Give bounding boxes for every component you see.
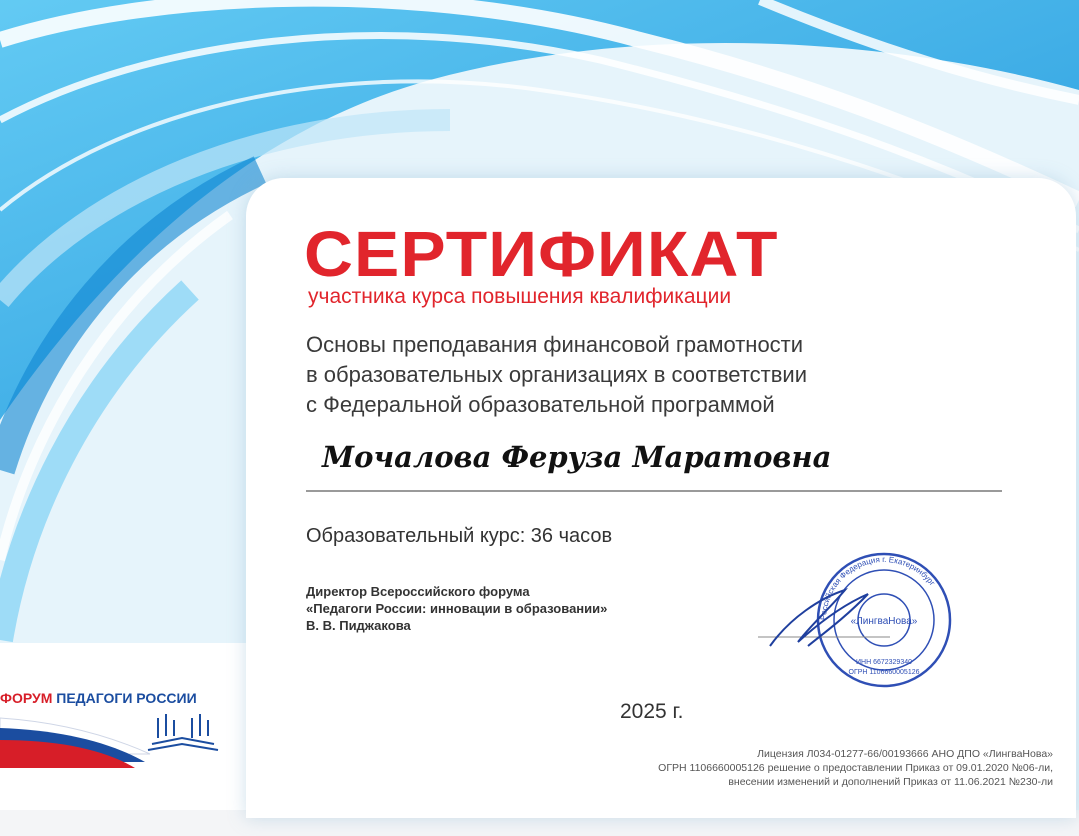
- license-info: [658, 747, 1053, 789]
- course-line: Основы преподавания финансовой грамотности: [306, 332, 804, 357]
- license-line: Лицензия Л034-01277-66/00193666 АНО ДПО «ЛингваНова»: [757, 748, 1053, 760]
- course-line: с Федеральной образовательной программой: [306, 392, 775, 417]
- official-stamp: [750, 538, 960, 688]
- stamp-ogrn: ОГРН 1106660005126: [848, 669, 920, 676]
- director-signature-block: [306, 583, 607, 634]
- course-hours: Образовательный курс: 36 часов: [306, 525, 613, 547]
- logo-forum-word: ФОРУМ: [0, 690, 53, 706]
- recipient-name: Мочалова Феруза Маратовна: [322, 440, 832, 474]
- director-line: «Педагоги России: инновации в образовании»: [306, 601, 608, 616]
- license-line: внесении изменений и дополнений Приказ от 11.06.2021 №230-ли: [728, 776, 1053, 788]
- open-book-icon: [148, 714, 218, 750]
- course-title: [306, 330, 807, 420]
- certificate-title: СЕРТИФИКАТ: [304, 218, 779, 290]
- issue-year: 2025 г.: [620, 700, 684, 723]
- forum-logo-text: [0, 690, 197, 706]
- director-line: Директор Всероссийского форума: [306, 584, 530, 599]
- logo-forum-name: ПЕДАГОГИ РОССИИ: [56, 690, 197, 706]
- name-underline: [306, 490, 1002, 492]
- stamp-center-text: «ЛингваНова»: [850, 616, 918, 627]
- stamp-arc-text: Российская Федерация г. Екатеринбург: [818, 555, 937, 621]
- director-name: В. В. Пиджакова: [306, 618, 411, 633]
- license-line: ОГРН 1106660005126 решение о предоставлении Приказ от 09.01.2020 №06-ли,: [658, 762, 1053, 774]
- course-line: в образовательных организациях в соответствии: [306, 362, 807, 387]
- certificate-subtitle: участника курса повышения квалификации: [308, 285, 732, 308]
- stamp-inn: ИНН 6672329340: [855, 659, 913, 666]
